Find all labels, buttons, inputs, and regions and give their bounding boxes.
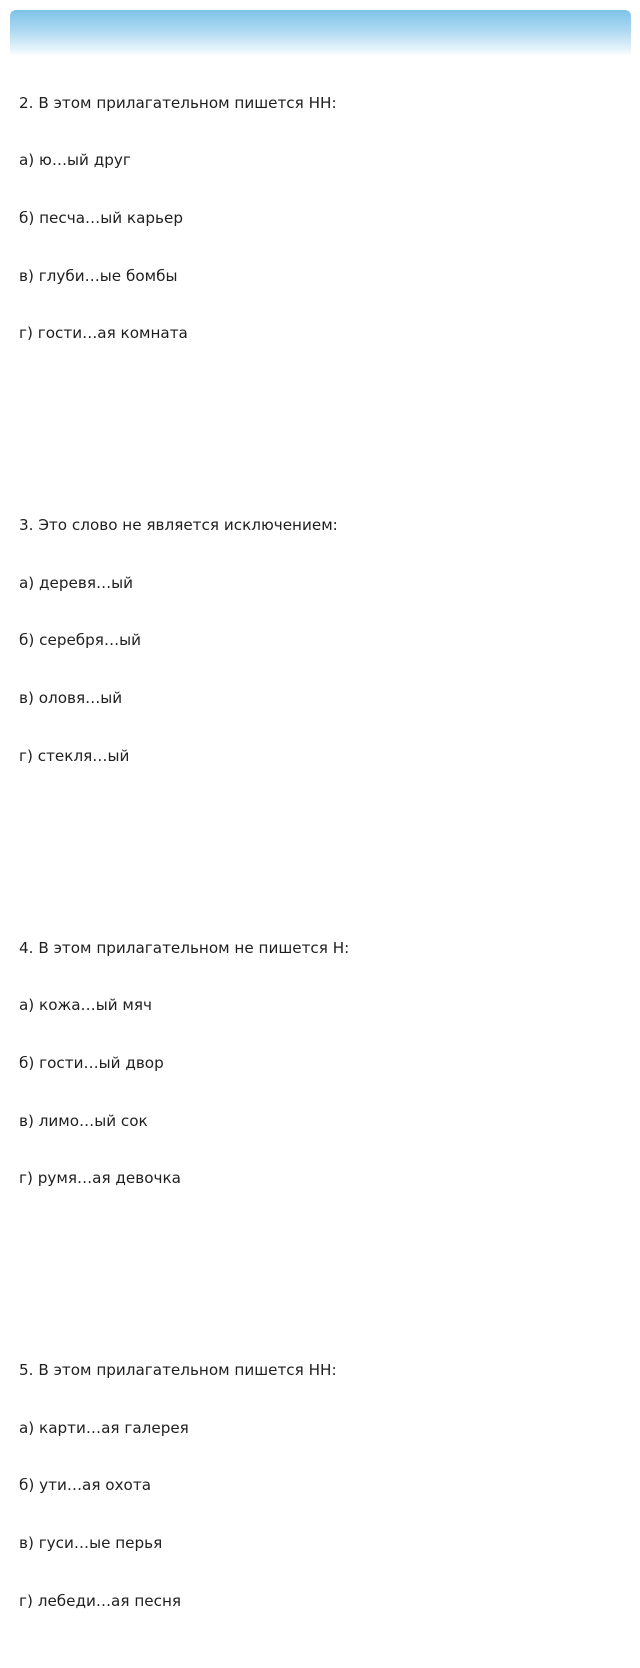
question-4 [19,900,619,1226]
question-3 [19,478,619,804]
quiz-content [19,17,619,1668]
option-c: в) лимо…ый сок [19,1111,148,1130]
option-a: а) кожа…ый мяч [19,996,152,1015]
option-d: г) румя…ая девочка [19,1169,181,1188]
option-d: г) гости…ая комната [19,324,188,343]
option-c: в) глуби…ые бомбы [19,266,178,285]
option-b: б) ути…ая охота [19,1476,152,1495]
question-prompt: 4. В этом прилагательном не пишется Н: [19,938,350,957]
option-b: б) серебря…ый [19,631,141,650]
question-prompt: 3. Это слово не является исключением: [19,516,338,535]
option-a: а) деревя…ый [19,573,134,592]
option-c: в) гуси…ые перья [19,1534,163,1552]
question-2 [19,55,619,381]
option-a: а) ю…ый друг [19,151,131,170]
question-prompt: 2. В этом прилагательном пишется НН: [19,93,337,112]
option-b: б) гости…ый двор [19,1053,164,1072]
option-d: г) лебеди…ая песня [19,1591,182,1610]
option-a: а) карти…ая галерея [19,1418,189,1437]
question-5 [19,1323,619,1649]
question-prompt: 5. В этом прилагательном пишется НН: [19,1361,337,1380]
option-d: г) стекля…ый [19,746,130,765]
option-c: в) оловя…ый [19,689,123,708]
option-b: б) песча…ый карьер [19,209,183,228]
